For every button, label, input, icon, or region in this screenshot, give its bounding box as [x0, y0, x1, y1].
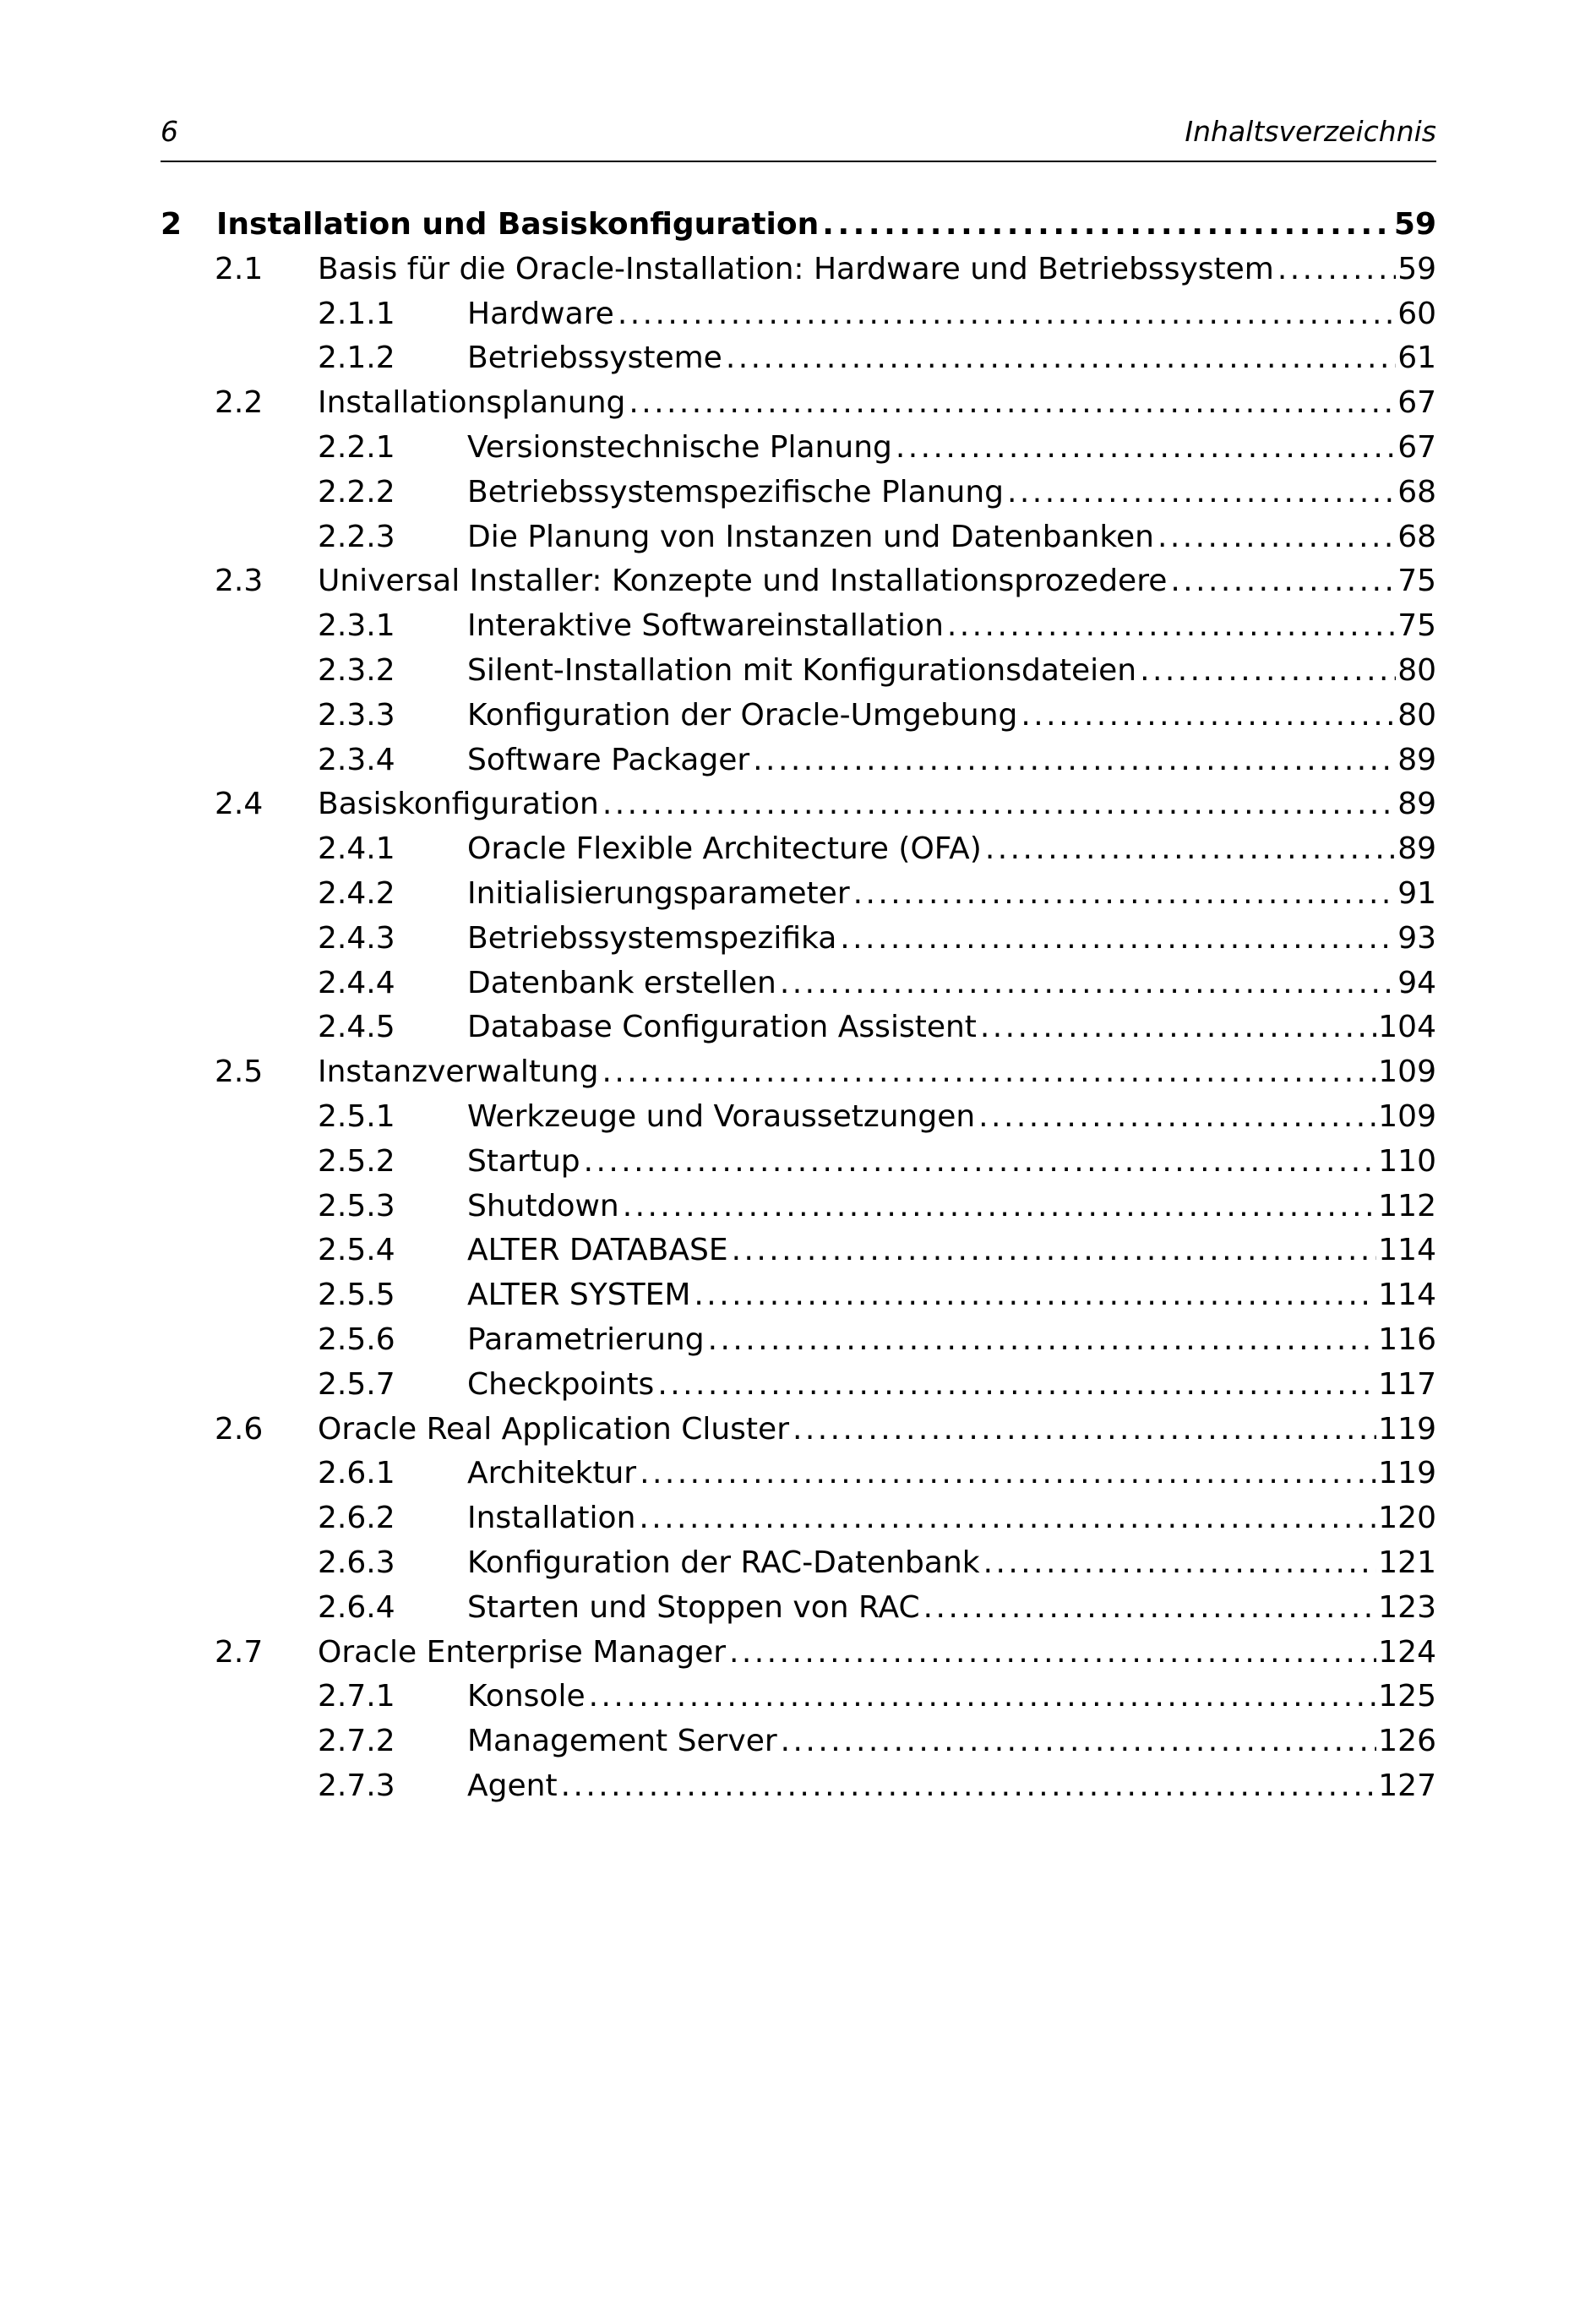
toc-entry[interactable]	[161, 1050, 1436, 1095]
toc-entry-page: 89	[1397, 831, 1436, 867]
dot-leader	[584, 1140, 1377, 1185]
dot-leader	[980, 1005, 1376, 1050]
dot-leader	[1140, 649, 1396, 694]
dot-leader	[708, 1318, 1377, 1363]
dot-leader	[780, 962, 1396, 1006]
toc-entry-title: Betriebssystemspezifische Planung	[467, 474, 1005, 510]
toc-entry-number: 2.6	[215, 1411, 264, 1447]
toc-entry[interactable]	[161, 1005, 1436, 1050]
toc-entry-number: 2.3.1	[318, 608, 395, 644]
table-of-contents	[161, 203, 1436, 1809]
toc-entry-line	[467, 1719, 1436, 1764]
toc-entry-number: 2.3	[215, 564, 264, 599]
toc-entry[interactable]	[161, 604, 1436, 649]
toc-entry-page: 89	[1397, 787, 1436, 822]
toc-entry-title: Instanzverwaltung	[318, 1054, 599, 1090]
toc-entry[interactable]	[161, 471, 1436, 515]
toc-entry-line	[467, 1764, 1436, 1809]
dot-leader	[589, 1675, 1377, 1719]
dot-leader	[1158, 515, 1396, 560]
toc-entry-page: 117	[1378, 1366, 1436, 1402]
toc-entry-title: Management Server	[467, 1724, 777, 1759]
dot-leader	[657, 1363, 1376, 1408]
toc-entry-number: 2.7.1	[318, 1679, 395, 1714]
toc-entry-line	[467, 336, 1436, 381]
toc-entry-line	[467, 604, 1436, 649]
dot-leader	[983, 1541, 1377, 1586]
toc-entry-page: 116	[1378, 1321, 1436, 1357]
toc-entry[interactable]	[161, 1631, 1436, 1676]
toc-entry-page: 91	[1397, 875, 1436, 911]
toc-entry-line	[318, 1050, 1436, 1095]
toc-entry[interactable]	[161, 248, 1436, 292]
toc-entry-number: 2.2.3	[318, 519, 395, 554]
toc-entry-line	[216, 203, 1436, 248]
toc-entry-page: 80	[1397, 652, 1436, 688]
dot-leader	[1007, 471, 1396, 515]
toc-entry-line	[318, 381, 1436, 426]
running-title: Inhaltsverzeichnis	[1185, 115, 1436, 148]
toc-entry[interactable]	[161, 694, 1436, 738]
toc-entry-page: 67	[1397, 385, 1436, 421]
toc-entry-number: 2.5.1	[318, 1098, 395, 1134]
toc-entry-title: Betriebssystemspezifika	[467, 920, 837, 956]
toc-entry-line	[467, 1496, 1436, 1541]
toc-entry-title: Initialisierungsparameter	[467, 875, 850, 911]
toc-entry[interactable]	[161, 782, 1436, 827]
toc-entry-title: Oracle Real Application Cluster	[318, 1411, 789, 1447]
toc-entry[interactable]	[161, 827, 1436, 872]
toc-entry-page: 124	[1378, 1634, 1436, 1670]
toc-entry-title: Architektur	[467, 1456, 637, 1491]
toc-entry-title: Startup	[467, 1143, 580, 1179]
toc-entry-number: 2.5.4	[318, 1233, 395, 1268]
toc-entry[interactable]	[161, 559, 1436, 604]
dot-leader	[640, 1452, 1376, 1496]
toc-entry-page: 110	[1378, 1143, 1436, 1179]
toc-entry-line	[467, 515, 1436, 560]
toc-entry[interactable]	[161, 1408, 1436, 1452]
toc-entry-title: Konfiguration der Oracle-Umgebung	[467, 697, 1018, 733]
toc-entry-title: Universal Installer: Konzepte und Installationsprozedere	[318, 564, 1168, 599]
toc-entry-number: 2.3.3	[318, 697, 395, 733]
toc-entry-page: 93	[1397, 920, 1436, 956]
toc-entry[interactable]	[161, 872, 1436, 917]
toc-entry-title: Silent-Installation mit Konfigurationsdateien	[467, 652, 1137, 688]
toc-entry[interactable]	[161, 1452, 1436, 1496]
toc-entry-number: 2.4	[215, 787, 264, 822]
toc-entry-line	[467, 1675, 1436, 1719]
dot-leader	[618, 292, 1396, 337]
toc-entry-title: Interaktive Softwareinstallation	[467, 608, 944, 644]
toc-entry[interactable]	[161, 1229, 1436, 1273]
toc-entry-line	[467, 1452, 1436, 1496]
dot-leader	[726, 336, 1396, 381]
toc-entry-number: 2.2	[215, 385, 264, 421]
toc-entry-page: 109	[1378, 1054, 1436, 1090]
dot-leader	[602, 1050, 1376, 1095]
toc-entry[interactable]	[161, 1185, 1436, 1229]
dot-leader	[602, 782, 1396, 827]
toc-entry-title: Die Planung von Instanzen und Datenbanken	[467, 519, 1154, 554]
toc-entry-line	[467, 1140, 1436, 1185]
toc-entry-title: Betriebssysteme	[467, 341, 722, 376]
dot-leader	[1021, 694, 1396, 738]
toc-entry-page: 120	[1378, 1501, 1436, 1536]
toc-entry-number: 2.4.1	[318, 831, 395, 867]
toc-entry-title: Hardware	[467, 296, 614, 331]
toc-entry-page: 59	[1397, 251, 1436, 286]
toc-entry-number: 2.1.2	[318, 341, 395, 376]
toc-entry-line	[467, 1005, 1436, 1050]
dot-leader	[753, 738, 1396, 783]
toc-entry-line	[318, 1408, 1436, 1452]
header-rule	[161, 161, 1436, 162]
toc-entry-line	[467, 1273, 1436, 1318]
toc-entry-title: Installation und Basiskonfiguration	[216, 207, 820, 242]
toc-entry-page: 112	[1378, 1188, 1436, 1223]
toc-entry[interactable]	[161, 1363, 1436, 1408]
toc-entry-page: 125	[1378, 1679, 1436, 1714]
toc-entry-page: 75	[1397, 608, 1436, 644]
toc-entry-title: ALTER DATABASE	[467, 1233, 728, 1268]
dot-leader	[729, 1631, 1376, 1676]
toc-entry-page: 68	[1397, 519, 1436, 554]
dot-leader	[985, 827, 1396, 872]
toc-entry-number: 2.7.2	[318, 1724, 395, 1759]
toc-entry[interactable]	[161, 1541, 1436, 1586]
dot-leader	[694, 1273, 1376, 1318]
toc-entry-line	[467, 292, 1436, 337]
toc-entry-page: 114	[1378, 1233, 1436, 1268]
dot-leader	[781, 1719, 1377, 1764]
toc-entry-page: 61	[1397, 341, 1436, 376]
toc-entry-title: Software Packager	[467, 742, 750, 777]
toc-entry-title: Shutdown	[467, 1188, 619, 1223]
toc-entry[interactable]	[161, 1496, 1436, 1541]
toc-entry-title: Checkpoints	[467, 1366, 655, 1402]
toc-entry-line	[467, 872, 1436, 917]
toc-entry-page: 121	[1378, 1545, 1436, 1580]
toc-entry-title: Werkzeuge und Voraussetzungen	[467, 1098, 976, 1134]
toc-entry-line	[467, 1095, 1436, 1140]
toc-entry-page: 75	[1397, 564, 1436, 599]
toc-entry-title: Konsole	[467, 1679, 586, 1714]
dot-leader	[1277, 248, 1396, 292]
toc-entry-number: 2.5	[215, 1054, 264, 1090]
dot-leader	[853, 872, 1397, 917]
toc-entry-title: ALTER SYSTEM	[467, 1278, 691, 1313]
toc-entry[interactable]	[161, 1764, 1436, 1809]
toc-entry-number: 2.6.1	[318, 1456, 395, 1491]
toc-entry-line	[467, 1363, 1436, 1408]
toc-entry-number: 2.5.5	[318, 1278, 395, 1313]
toc-entry-page: 109	[1378, 1098, 1436, 1134]
toc-entry-number: 2.4.4	[318, 965, 395, 1000]
toc-entry-title: Agent	[467, 1768, 558, 1803]
dot-leader	[639, 1496, 1376, 1541]
toc-entry-number: 2.7	[215, 1634, 264, 1670]
toc-entry[interactable]	[161, 1140, 1436, 1185]
toc-entry-page: 104	[1378, 1010, 1436, 1045]
toc-entry-number: 2.5.6	[318, 1321, 395, 1357]
dot-leader	[840, 917, 1396, 962]
toc-entry[interactable]	[161, 649, 1436, 694]
toc-entry-number: 2.5.7	[318, 1366, 395, 1402]
toc-entry-page: 94	[1397, 965, 1436, 1000]
toc-entry-line	[467, 962, 1436, 1006]
dot-leader	[822, 203, 1392, 248]
toc-entry-page: 89	[1397, 742, 1436, 777]
toc-entry[interactable]	[161, 1719, 1436, 1764]
toc-entry-line	[318, 248, 1436, 292]
toc-entry-number: 2.3.4	[318, 742, 395, 777]
toc-entry-line	[467, 471, 1436, 515]
toc-entry-title: Starten und Stoppen von RAC	[467, 1589, 920, 1625]
toc-entry[interactable]	[161, 738, 1436, 783]
toc-entry-line	[467, 827, 1436, 872]
toc-entry[interactable]	[161, 1675, 1436, 1719]
toc-entry-line	[467, 1586, 1436, 1631]
dot-leader	[923, 1586, 1377, 1631]
toc-entry-line	[467, 1318, 1436, 1363]
toc-entry-page: 123	[1378, 1589, 1436, 1625]
toc-entry-line	[467, 649, 1436, 694]
toc-entry-title: Basiskonfiguration	[318, 787, 599, 822]
toc-entry-line	[467, 426, 1436, 471]
toc-entry-number: 2.4.2	[318, 875, 395, 911]
toc-entry-title: Database Configuration Assistent	[467, 1010, 977, 1045]
toc-entry[interactable]	[161, 203, 1436, 248]
toc-entry-page: 60	[1397, 296, 1436, 331]
toc-entry-line	[318, 782, 1436, 827]
dot-leader	[732, 1229, 1377, 1273]
toc-entry-title: Installation	[467, 1501, 636, 1536]
toc-entry-number: 2.4.3	[318, 920, 395, 956]
toc-entry-number: 2.2.2	[318, 474, 395, 510]
toc-entry[interactable]	[161, 1586, 1436, 1631]
toc-entry-title: Oracle Enterprise Manager	[318, 1634, 727, 1670]
toc-entry-number: 2.1	[215, 251, 264, 286]
toc-entry[interactable]	[161, 1095, 1436, 1140]
toc-entry[interactable]	[161, 292, 1436, 337]
page-header	[161, 113, 1436, 150]
toc-entry-title: Konfiguration der RAC-Datenbank	[467, 1545, 980, 1580]
toc-entry-line	[318, 559, 1436, 604]
dot-leader	[1170, 559, 1396, 604]
toc-entry-title: Basis für die Oracle-Installation: Hardware und Betriebssystem	[318, 251, 1274, 286]
toc-entry-number: 2.7.3	[318, 1768, 395, 1803]
toc-entry[interactable]	[161, 962, 1436, 1006]
toc-entry[interactable]	[161, 336, 1436, 381]
toc-entry-number: 2.2.1	[318, 429, 395, 465]
toc-entry-number: 2.3.2	[318, 652, 395, 688]
toc-entry-number: 2.5.3	[318, 1188, 395, 1223]
toc-entry-line	[467, 917, 1436, 962]
dot-leader	[947, 604, 1396, 649]
toc-entry-number: 2.6.2	[318, 1501, 395, 1536]
toc-entry-line	[467, 1229, 1436, 1273]
toc-entry-title: Parametrierung	[467, 1321, 705, 1357]
dot-leader	[896, 426, 1396, 471]
toc-entry-page: 80	[1397, 697, 1436, 733]
toc-entry[interactable]	[161, 1318, 1436, 1363]
dot-leader	[978, 1095, 1376, 1140]
toc-entry-number: 2.4.5	[318, 1010, 395, 1045]
toc-entry-number: 2.6.3	[318, 1545, 395, 1580]
toc-entry-page: 119	[1378, 1411, 1436, 1447]
toc-entry-line	[467, 1541, 1436, 1586]
toc-entry[interactable]	[161, 1273, 1436, 1318]
dot-leader	[561, 1764, 1377, 1809]
toc-entry-page: 114	[1378, 1278, 1436, 1313]
toc-entry-page: 126	[1378, 1724, 1436, 1759]
toc-entry-title: Oracle Flexible Architecture (OFA)	[467, 831, 982, 867]
toc-entry-number: 2.6.4	[318, 1589, 395, 1625]
dot-leader	[623, 1185, 1377, 1229]
toc-entry[interactable]	[161, 515, 1436, 560]
toc-entry[interactable]	[161, 917, 1436, 962]
toc-entry-page: 59	[1393, 207, 1436, 242]
toc-entry-title: Datenbank erstellen	[467, 965, 776, 1000]
toc-entry-title: Versionstechnische Planung	[467, 429, 892, 465]
dot-leader	[629, 381, 1396, 426]
toc-entry-number: 2.5.2	[318, 1143, 395, 1179]
toc-entry-line	[467, 738, 1436, 783]
toc-entry-page: 119	[1378, 1456, 1436, 1491]
toc-entry-page: 67	[1397, 429, 1436, 465]
toc-entry[interactable]	[161, 381, 1436, 426]
toc-entry-page: 68	[1397, 474, 1436, 510]
toc-entry-line	[467, 694, 1436, 738]
toc-entry-line	[318, 1631, 1436, 1676]
page-number: 6	[161, 115, 178, 148]
toc-entry-line	[467, 1185, 1436, 1229]
toc-entry-page: 127	[1378, 1768, 1436, 1803]
toc-entry-number: 2	[161, 207, 182, 242]
dot-leader	[793, 1408, 1376, 1452]
toc-entry-title: Installationsplanung	[318, 385, 626, 421]
toc-entry[interactable]	[161, 426, 1436, 471]
toc-entry-number: 2.1.1	[318, 296, 395, 331]
